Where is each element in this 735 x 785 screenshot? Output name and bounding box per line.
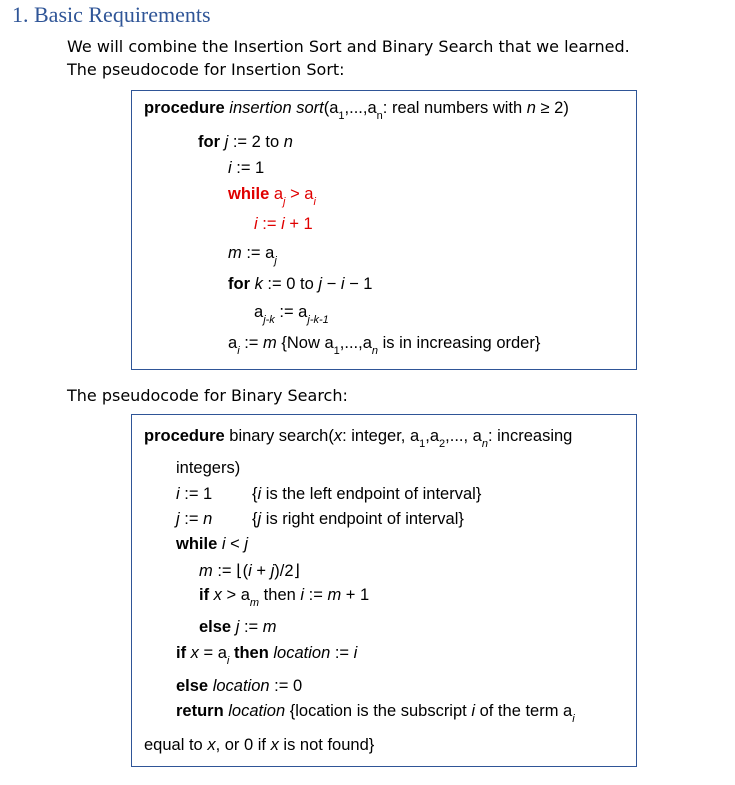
var: m [199,562,213,580]
var: j [318,275,323,293]
keyword: else [176,677,209,695]
subscript: j [274,255,277,267]
text: : increasing [487,427,573,445]
text: )/2⌋ [274,562,300,580]
subscript: i [572,713,575,725]
binary-line-j-init [176,510,212,529]
insertion-line-shift [254,303,329,326]
intro-line-2: The pseudocode for Insertion Sort: [67,60,345,79]
text: := [330,644,354,662]
insertion-line-place [228,334,541,357]
binary-line-else-j [199,618,277,637]
var: x [207,736,216,754]
text: := [257,215,282,233]
text: ,..., a [445,427,482,445]
comment: , or 0 if [215,736,271,754]
subscript: i [237,345,240,357]
var: i [281,215,285,233]
text: − 1 [344,275,373,293]
binary-line-else-location [176,677,302,696]
text: : real numbers with [382,99,527,117]
insertion-line-i-init [228,159,264,178]
subscript: i [226,655,230,667]
text: a [228,334,238,352]
var: i [217,535,226,553]
var: n [283,133,293,151]
keyword: for [228,275,250,293]
subscript: 1 [333,345,340,357]
text: ≥ 2) [535,99,569,117]
text: ,a [425,427,440,445]
var: j [244,535,248,553]
comment: is right endpoint of interval} [261,510,464,528]
text: > a [221,586,250,604]
binary-line-return [176,702,575,725]
keyword: while [176,535,218,553]
text: := a [274,303,308,321]
binary-line-integers [176,459,240,478]
binary-line-return-cont [144,736,374,755]
binary-line-if-gt [199,586,370,609]
var: j [270,562,275,580]
binary-line-while [176,535,248,554]
comment: {location is the subscript [285,702,472,720]
text: a [254,303,264,321]
subscript: m [249,597,260,609]
var: i [340,275,345,293]
procedure-name: insertion sort [229,99,324,117]
binary-comment-right [252,510,464,529]
comment: ,...,a [339,334,372,352]
text: := [304,586,328,604]
var: n [526,99,536,117]
text: : integer, a [342,427,420,445]
var: j [231,618,240,636]
text: := [179,510,204,528]
text: := [239,618,263,636]
subscript: j-k [263,314,275,326]
var: i [248,562,252,580]
keyword: return [176,702,224,720]
text: := [239,334,264,352]
comment: {Now a [276,334,334,352]
var: i [254,215,258,233]
text: a [269,185,284,203]
comment: is the left endpoint of interval} [261,485,482,503]
binary-line-mid [199,561,300,581]
text: > a [285,185,314,203]
var: j [176,510,180,528]
var: x [333,427,343,445]
binary-line-procedure [144,427,573,450]
binary-line-i-init [176,485,212,504]
var: m [263,334,277,352]
var: i [257,485,262,503]
var: i [353,644,358,662]
comment: is in increasing order} [378,334,541,352]
keyword: for [198,133,220,151]
text: then [259,586,301,604]
keyword: procedure [144,99,225,117]
text: := ⌊( [212,562,249,580]
var: k [250,275,263,293]
subscript: 2 [439,438,446,450]
insertion-line-while [228,185,316,208]
var: j [257,510,262,528]
insertion-line-procedure [144,99,569,122]
subscript: i [313,196,316,208]
insertion-sort-box [131,90,637,370]
text: := 2 to [228,133,284,151]
binary-comment-left [252,485,481,504]
var: i [228,159,232,177]
var: m [327,586,342,604]
var: x [209,586,222,604]
var: location [208,677,270,695]
comment: of the term a [475,702,573,720]
comment: { [252,510,258,528]
subscript: n [371,345,379,357]
insertion-line-for-k [228,275,372,294]
text: := a [241,244,275,262]
text: := 1 [179,485,213,503]
var: i [176,485,180,503]
text: integers) [176,459,241,477]
binary-intro: The pseudocode for Binary Search: [67,386,348,405]
text: + [251,562,271,580]
var: x [270,736,279,754]
keyword: while [228,185,270,203]
section-heading: 1. Basic Requirements [12,2,211,27]
subscript: n [481,438,488,450]
var: n [203,510,213,528]
subscript: 1 [419,438,426,450]
text: + 1 [341,586,370,604]
var: m [262,618,277,636]
insertion-line-m-assign [228,244,277,267]
var: x [186,644,199,662]
binary-line-if-eq [176,644,358,667]
keyword: else [199,618,232,636]
var: i [471,702,475,720]
var: m [228,244,242,262]
text: := 0 [269,677,303,695]
subscript: j [283,196,286,208]
text: (a [323,99,339,117]
text: − [322,275,341,293]
intro-line-1: We will combine the Insertion Sort and Binary Search that we learned. [67,37,630,56]
comment: is not found} [278,736,375,754]
text: ,...,a [344,99,377,117]
var: location [223,702,286,720]
insertion-line-i-inc [254,215,313,234]
text: := 1 [231,159,265,177]
text: := 0 to [262,275,319,293]
var: i [300,586,305,604]
subscript: n [376,110,383,122]
comment: { [252,485,258,503]
subscript: j-k-1 [307,314,329,326]
comment: equal to [144,736,208,754]
var: j [224,133,229,151]
keyword: if [176,644,187,662]
keyword: procedure [144,427,225,445]
text: < [225,535,245,553]
text: = a [198,644,227,662]
keyword: if [199,586,210,604]
insertion-line-for-j [198,133,293,152]
text: binary search( [224,427,334,445]
subscript: 1 [338,110,345,122]
var: location [268,644,331,662]
text: + 1 [284,215,313,233]
binary-search-box [131,414,637,767]
keyword: then [229,644,269,662]
